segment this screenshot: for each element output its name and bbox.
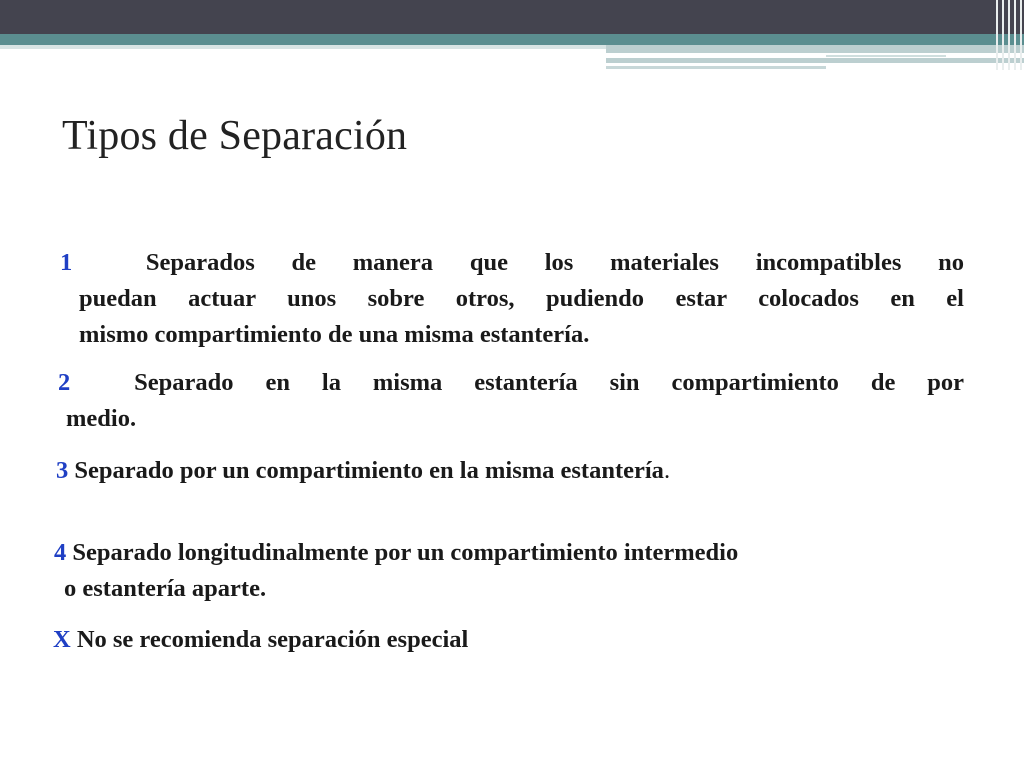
- list-marker: 3: [56, 457, 69, 484]
- header-teal-bar: [0, 34, 1024, 45]
- list-item-text: No se recomienda separación especial: [76, 626, 469, 653]
- list-item-4: [54, 535, 960, 607]
- header-light-bar: [606, 58, 1024, 63]
- list-item-line: puedan actuar unos sobre otros, pudiendo estar colocados en el: [79, 285, 964, 312]
- list-item-3: [56, 453, 962, 489]
- list-item-text: Separado por un compartimiento en la misma estantería: [74, 457, 664, 484]
- list-item-1: [60, 245, 964, 353]
- list-marker: 4: [54, 539, 67, 566]
- list-marker: 1: [60, 249, 73, 276]
- header-stripes: [994, 0, 1024, 70]
- list-item-line: mismo compartimiento de una misma estantería.: [79, 321, 590, 348]
- header-dark-bar: [0, 0, 1024, 34]
- header-thin-bar: [826, 55, 946, 57]
- list-marker: 2: [58, 369, 71, 396]
- list-item-line: medio.: [66, 405, 137, 432]
- list-item-line: o estantería aparte.: [64, 575, 267, 602]
- list-item-line: [58, 365, 964, 401]
- list-item-line: [54, 535, 960, 571]
- list-item-2: [58, 365, 964, 437]
- list-item-line: [60, 245, 964, 281]
- list-item-suffix: .: [663, 457, 671, 484]
- list-marker: X: [53, 626, 71, 653]
- list-item-x: [53, 622, 959, 658]
- slide-title: Tipos de Separación: [62, 113, 408, 159]
- list-item-text: Separado en la misma estantería sin compartimiento de por: [134, 369, 965, 396]
- header-light-bar: [606, 45, 1024, 53]
- header-light-bar: [606, 66, 826, 69]
- header-light-bar: [0, 45, 606, 49]
- list-item-text: Separado longitudinalmente por un compartimiento intermedio: [72, 539, 739, 566]
- list-item-text: Separados de manera que los materiales incompatibles no: [145, 249, 965, 276]
